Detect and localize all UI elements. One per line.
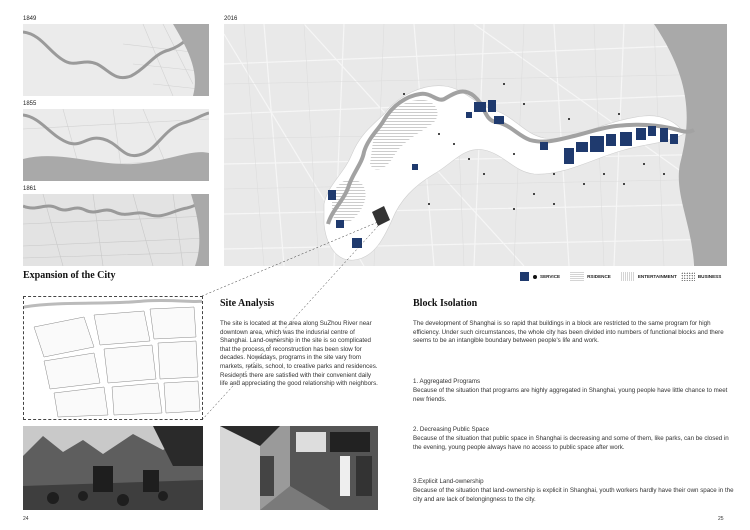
heading-site-analysis: Site Analysis	[220, 298, 275, 309]
site-analysis-body: The site is located at the area along SuZhou River near downtown area, which was the indusrial centre of Shanghai. Land-ownership in the site is so complicated that the process of reconstruction has been slow for decades. Nowadays, programs in the site vary from markets, retails, school, to creative parks and residences. Residents there are satisfied with their convenient daily life and appreciating the good relationship with neighbors.	[220, 320, 378, 388]
point-1-body: Because of the situation that programs are highly aggregated in Shanghai, young people have little chance to meet new friends.	[413, 387, 728, 403]
point-3-title: 3.Explicit Land-ownership	[413, 478, 484, 485]
legend-entertainment: ENTERTAINMENT	[637, 274, 677, 279]
point-3-body: Because of the situation that land-ownership is explicit in Shanghai, youth workers hardly have their own space in the city and are lack of belongingness to the city.	[413, 487, 734, 503]
page-number-right: 25	[718, 516, 724, 522]
legend-service: SERVICE	[540, 274, 561, 279]
map-year-1855: 1855	[23, 101, 37, 107]
heading-expansion: Expansion of the City	[23, 270, 116, 281]
map-year-1849: 1849	[23, 16, 37, 22]
point-1-title: 1. Aggregated Programs	[413, 378, 481, 385]
page-number-left: 24	[23, 516, 29, 522]
legend-residence: RSIDENCE	[587, 274, 611, 279]
site-plan	[23, 296, 203, 420]
point-2-body: Because of the situation that public space in Shanghai is decreasing and some of them, like parks, can be closed in the evening, young people always have no access to public space after work.	[413, 435, 729, 451]
site-photo-street	[220, 426, 378, 510]
legend-business: BUSINESS	[697, 274, 722, 279]
heading-block-isolation: Block Isolation	[413, 298, 478, 309]
map-year-1861: 1861	[23, 186, 37, 192]
map-year-2016: 2016	[224, 16, 238, 22]
site-photo-market	[23, 426, 203, 510]
point-2-title: 2. Decreasing Public Space	[413, 426, 490, 433]
block-isolation-intro: The development of Shanghai is so rapid that buildings in a block are restricted to the same program for high efficiency. Under such circumstances, the whole city has been divided into numbers of functional blocks and there seems to be an intangible boundary between people's life and work.	[413, 320, 724, 345]
